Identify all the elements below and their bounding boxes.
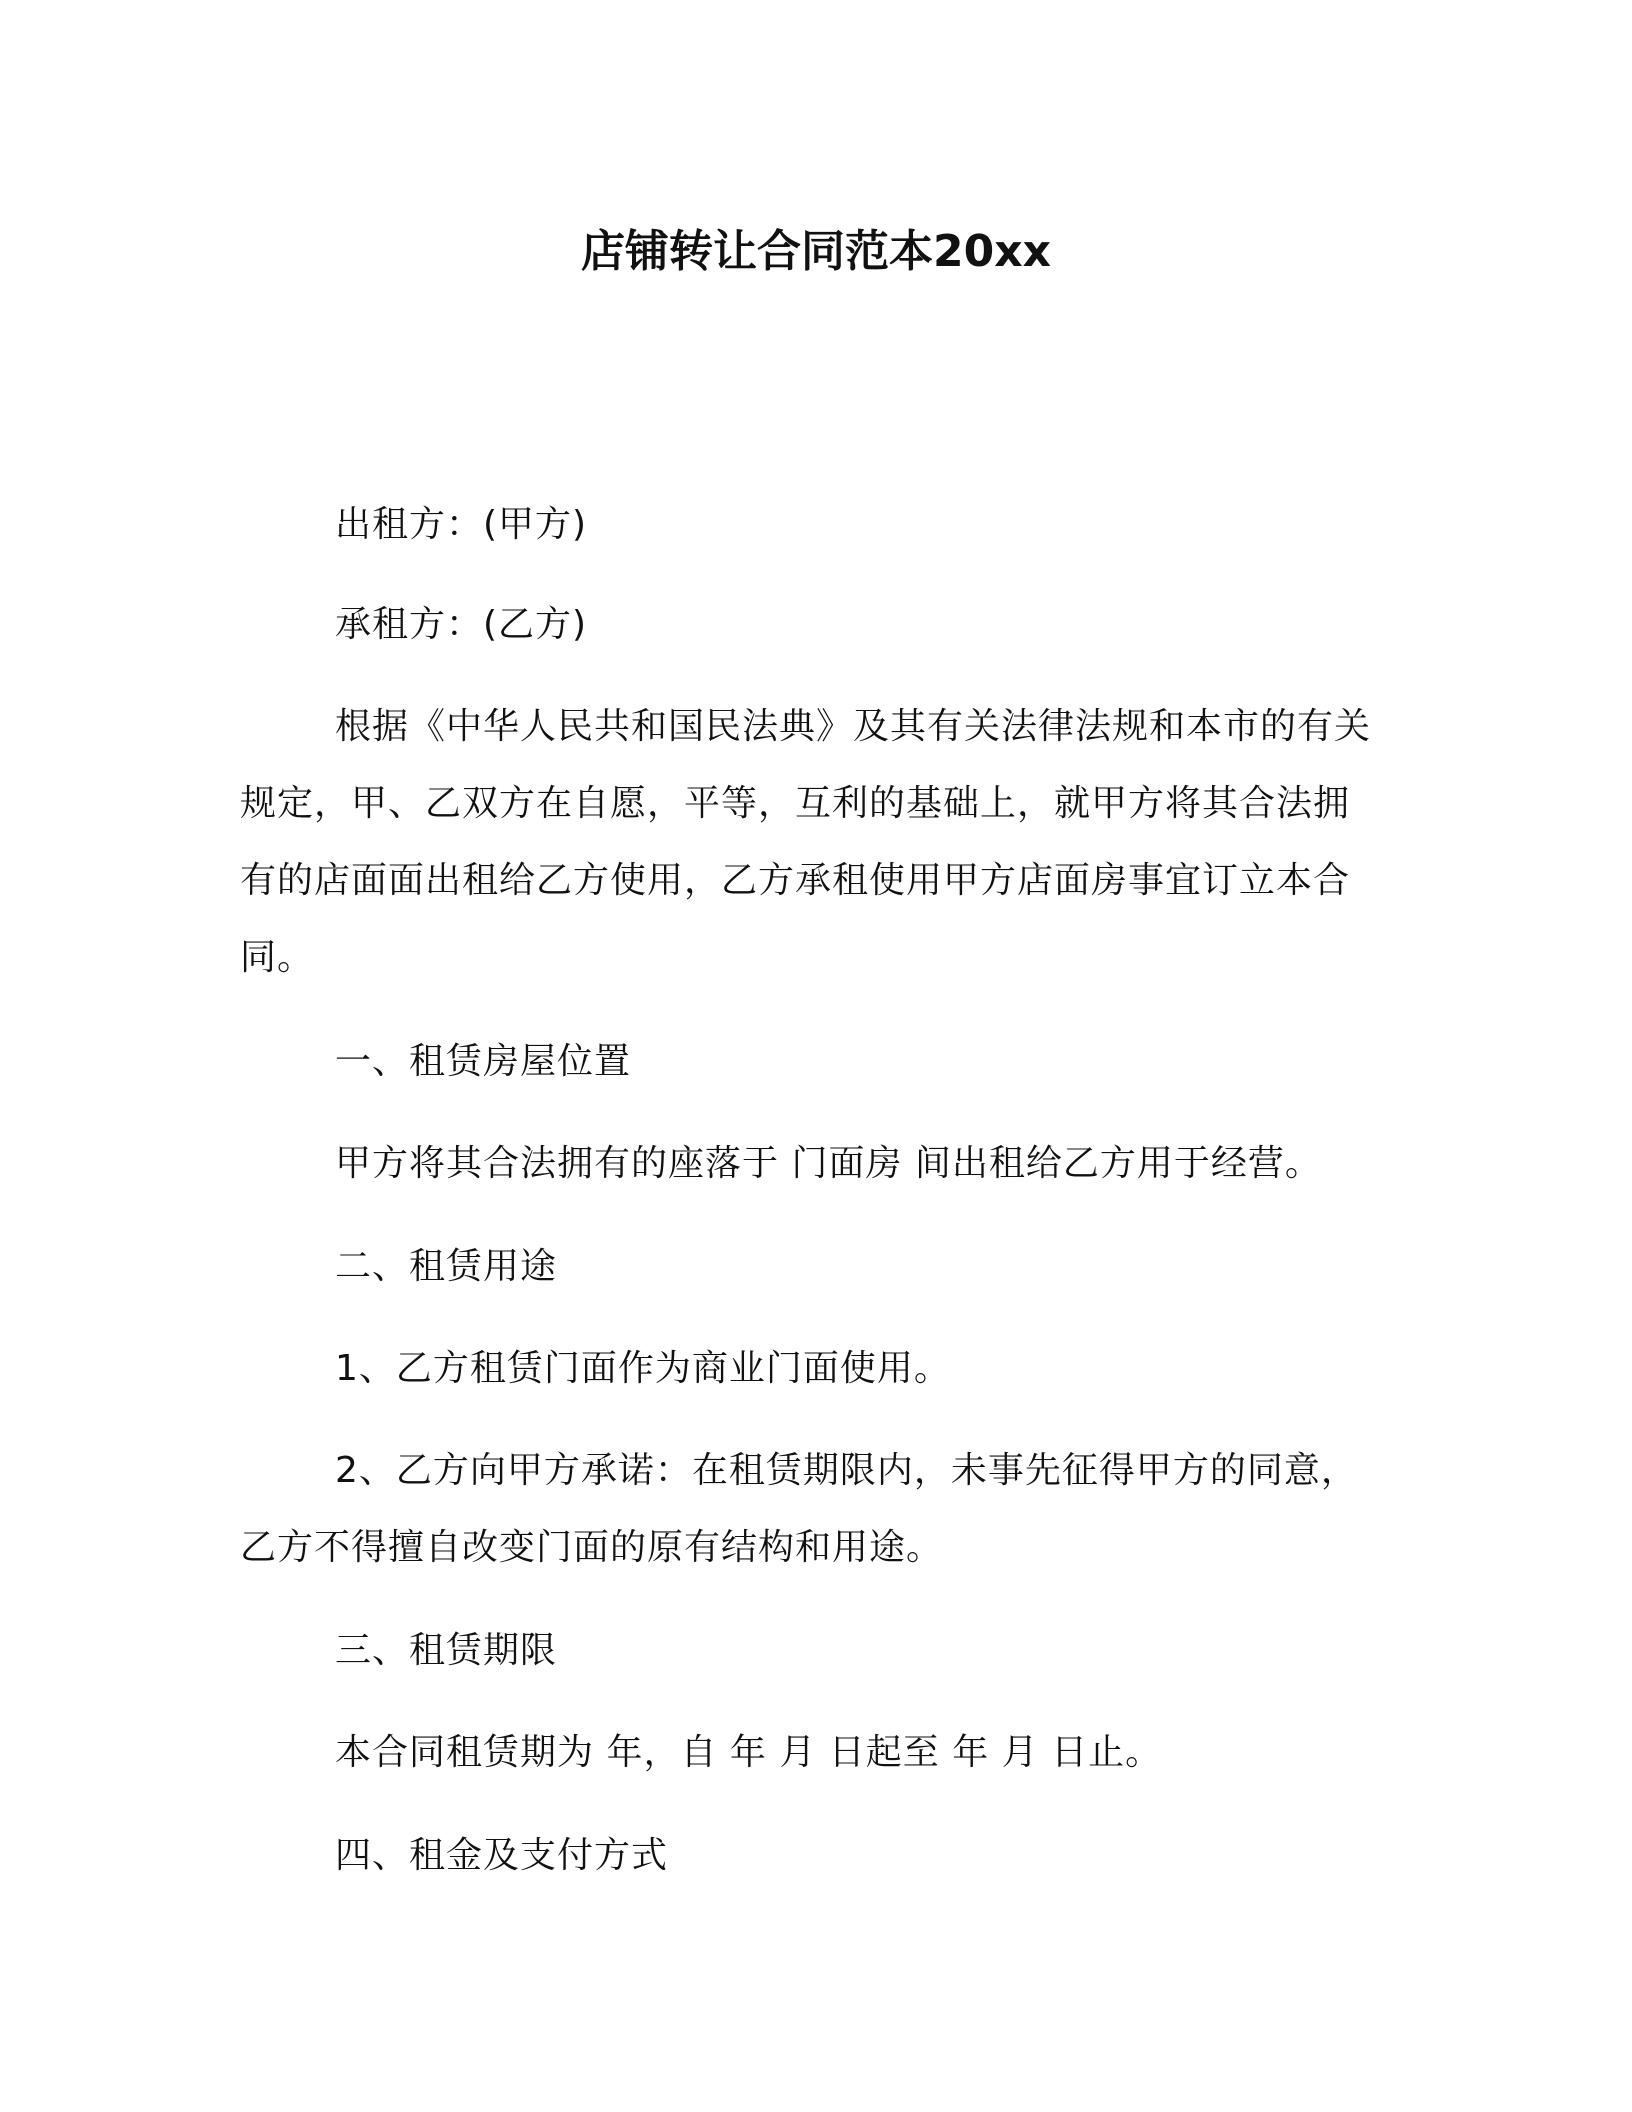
section-2-item-1: 1、乙方租赁门面作为商业门面使用。 [335, 1348, 951, 1389]
section-1-body: 甲方将其合法拥有的座落于 门面房 间出租给乙方用于经营。 [335, 1143, 1322, 1184]
section-heading-1: 一、租赁房屋位置 [335, 1041, 632, 1082]
section-heading-2: 二、租赁用途 [335, 1246, 558, 1287]
preamble-paragraph: 根据《中华人民共和国民法典》及其有关法律法规和本市的有关规定，甲、乙双方在自愿，平等，互利的基础上，就甲方将其合法拥有的店面面出租给乙方使用，乙方承租使用甲方店面房事宜订立本合同。 [240, 706, 1372, 978]
section-heading-4: 四、租金及支付方式 [335, 1835, 669, 1876]
lessor-line: 出租方：(甲方) [335, 504, 588, 545]
section-3-body: 本合同租赁期为 年，自 年 月 日起至 年 月 日止。 [335, 1732, 1163, 1773]
section-2-item-2: 2、乙方向甲方承诺：在租赁期限内，未事先征得甲方的同意，乙方不得擅自改变门面的原有结构和用途。 [240, 1450, 1358, 1568]
lessee-line: 承租方：(乙方) [335, 604, 588, 645]
document-title: 店铺转让合同范本20xx [581, 226, 1051, 277]
section-heading-3: 三、租赁期限 [335, 1630, 558, 1671]
